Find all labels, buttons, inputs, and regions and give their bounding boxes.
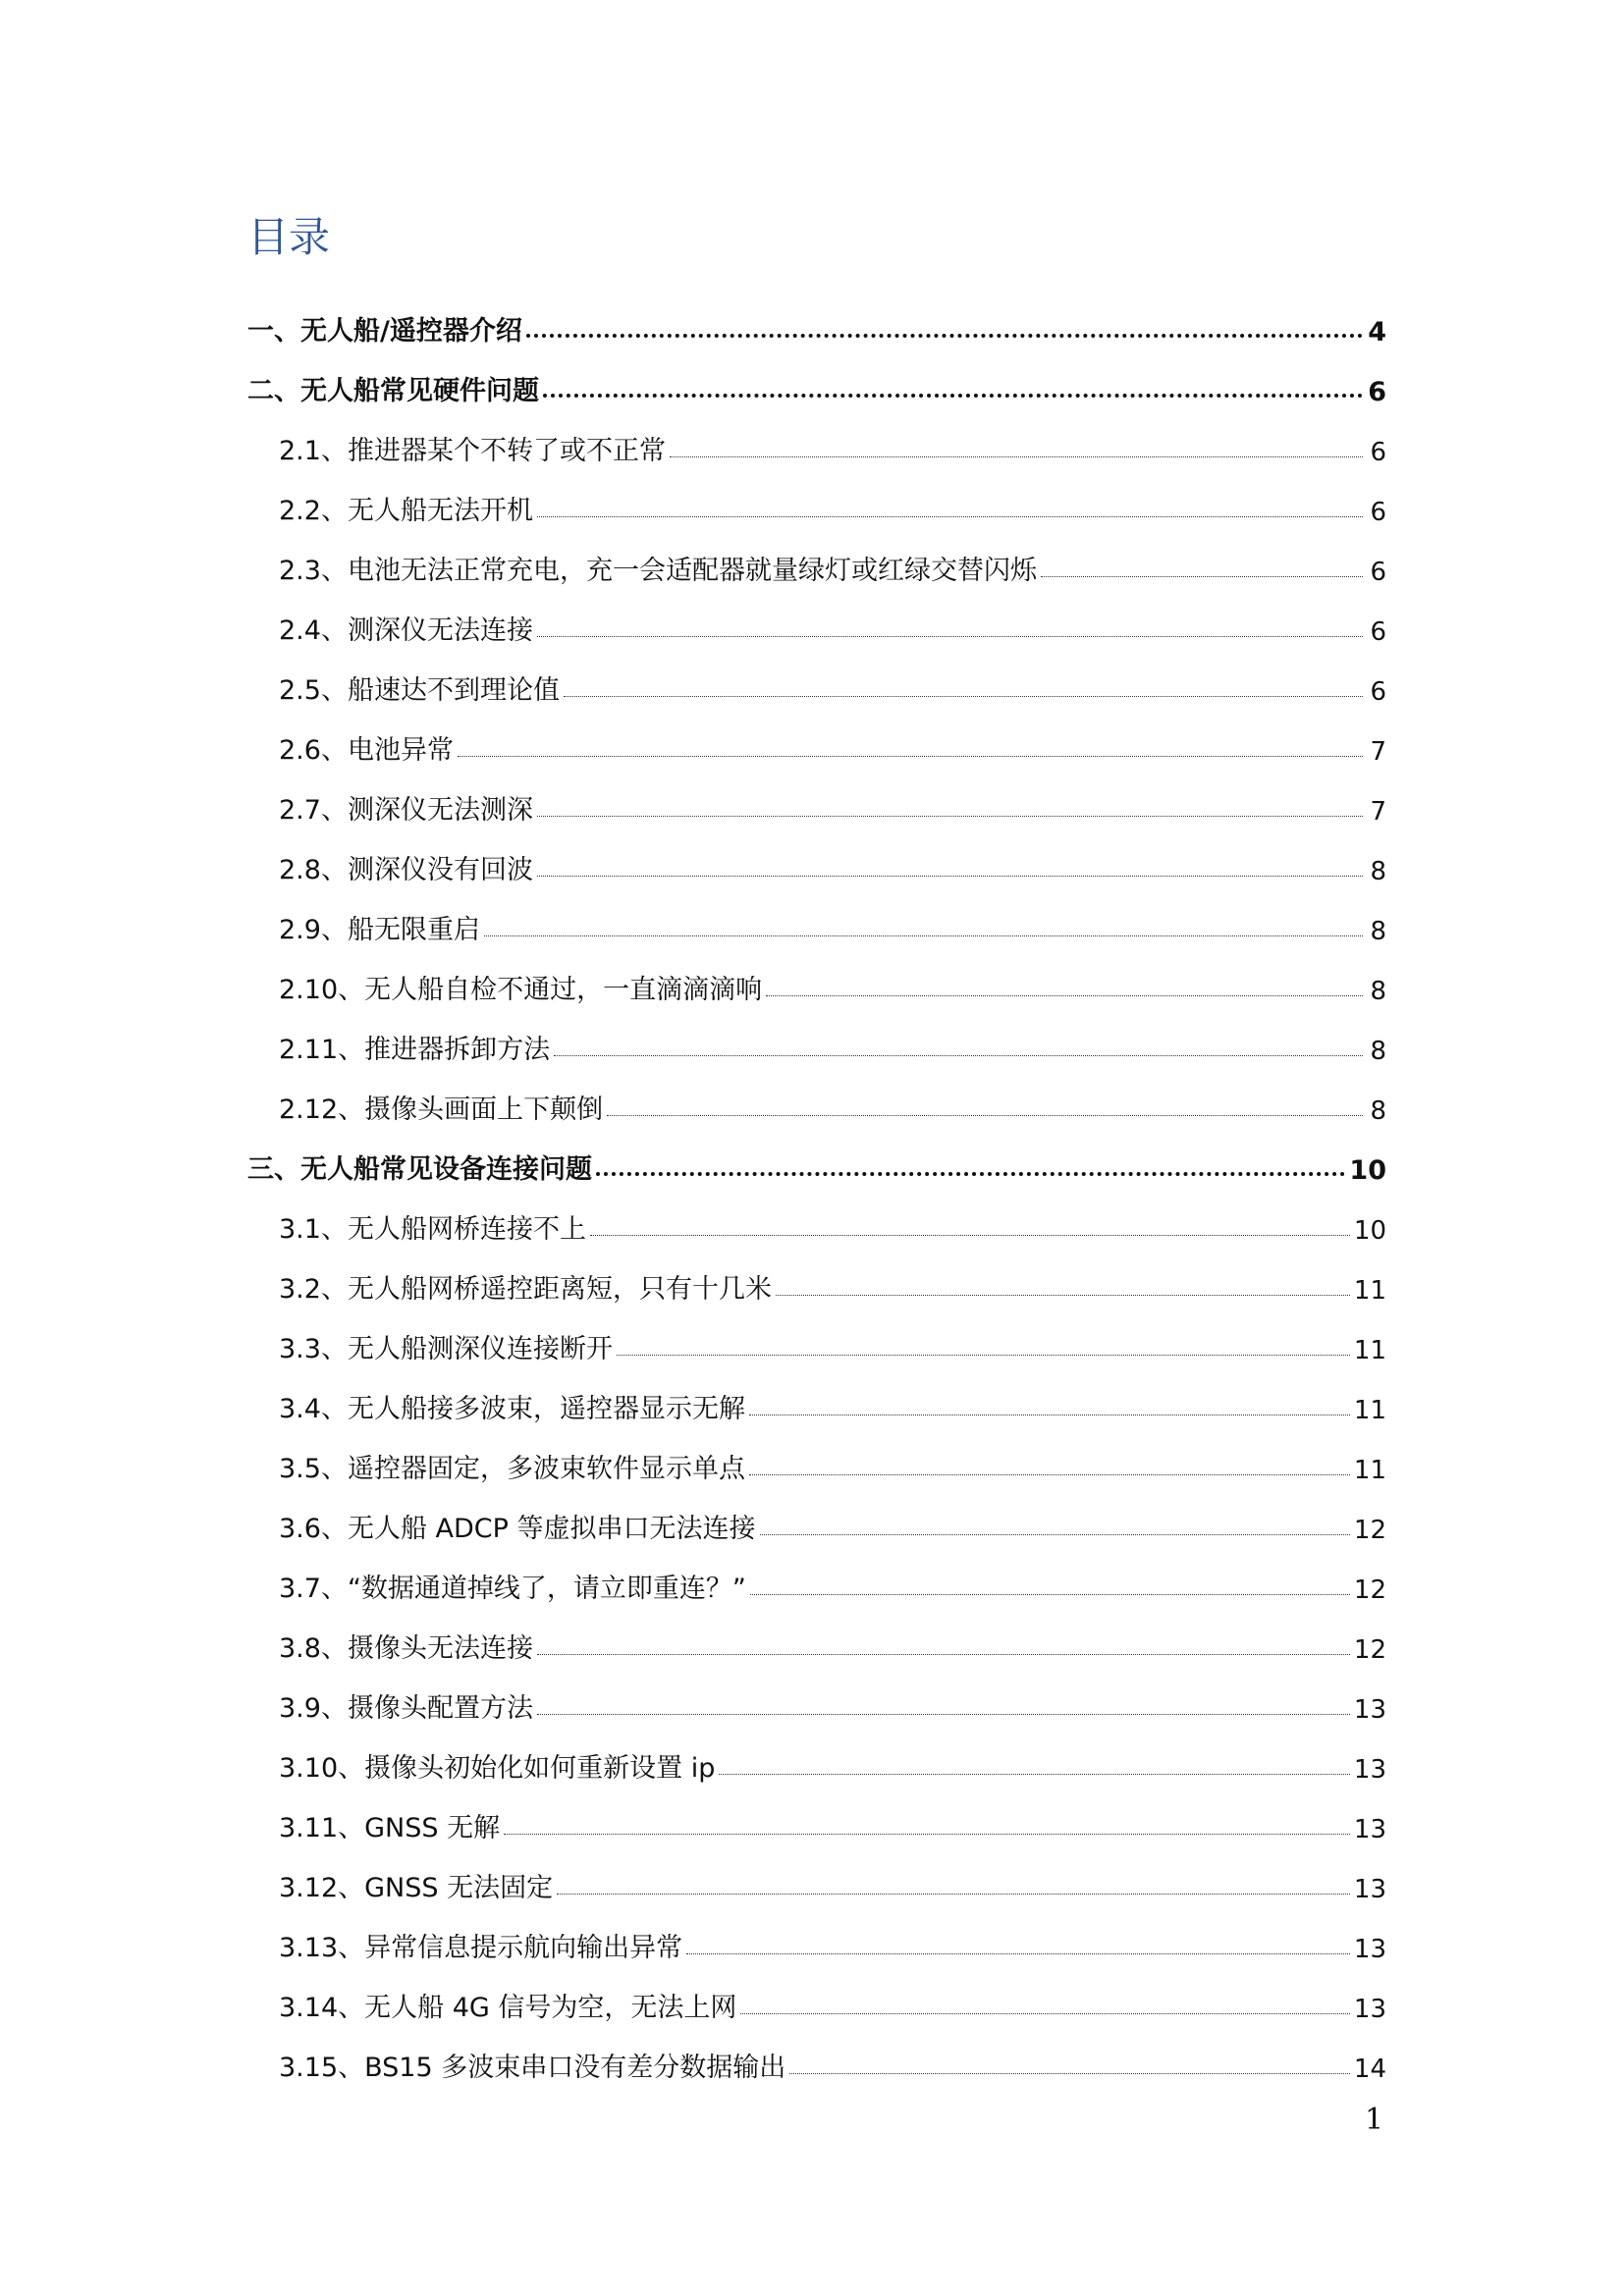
toc-dot-leader	[686, 1953, 1350, 1954]
toc-section-entry[interactable]	[247, 1066, 1386, 1126]
toc-dot-leader	[564, 696, 1363, 697]
toc-section-entry[interactable]	[247, 1485, 1386, 1545]
toc-entry-page: 12	[1353, 1575, 1386, 1605]
toc-entry-page: 6	[1370, 438, 1386, 467]
toc-entry-page: 11	[1353, 1456, 1386, 1485]
toc-entry-label: 3.1、无人船网桥连接不上	[279, 1214, 586, 1245]
toc-entry-page: 8	[1370, 977, 1386, 1006]
toc-section-entry[interactable]	[247, 827, 1386, 886]
toc-section-entry[interactable]	[247, 1006, 1386, 1066]
page-number: 1	[1365, 2103, 1384, 2137]
toc-dot-leader	[458, 756, 1363, 757]
toc-chapter-entry[interactable]	[247, 1126, 1386, 1186]
toc-dot-leader	[617, 1355, 1350, 1356]
toc-list	[247, 288, 1386, 2084]
toc-section-entry[interactable]	[247, 587, 1386, 647]
toc-dot-leader	[537, 876, 1363, 877]
toc-entry-label: 2.4、测深仪无法连接	[279, 615, 533, 646]
toc-dot-leader	[526, 334, 1363, 338]
toc-entry-label: 2.2、无人船无法开机	[279, 496, 533, 526]
toc-entry-page: 4	[1368, 317, 1386, 347]
toc-dot-leader	[537, 516, 1363, 517]
toc-dot-leader	[740, 2013, 1350, 2014]
toc-entry-page: 13	[1353, 1695, 1386, 1725]
toc-dot-leader	[749, 1474, 1350, 1475]
toc-entry-label: 2.7、测深仪无法测深	[279, 795, 533, 826]
toc-entry-label: 2.3、电池无法正常充电，充一会适配器就量绿灯或红绿交替闪烁	[279, 556, 1037, 586]
toc-entry-label: 2.5、船速达不到理论值	[279, 675, 560, 706]
toc-section-entry[interactable]	[247, 647, 1386, 707]
toc-entry-label: 3.3、无人船测深仪连接断开	[279, 1334, 613, 1364]
toc-entry-label: 三、无人船常见设备连接问题	[247, 1154, 592, 1185]
toc-section-entry[interactable]	[247, 1665, 1386, 1725]
toc-entry-page: 8	[1370, 917, 1386, 946]
toc-section-entry[interactable]	[247, 767, 1386, 827]
toc-entry-label: 3.7、“数据通道掉线了，请立即重连？”	[279, 1574, 746, 1604]
toc-entry-label: 3.12、GNSS 无法固定	[279, 1873, 554, 1903]
toc-entry-label: 3.10、摄像头初始化如何重新设置 ip	[279, 1753, 716, 1784]
toc-title: 目录	[247, 213, 331, 261]
toc-entry-label: 2.11、推进器拆卸方法	[279, 1035, 551, 1065]
toc-section-entry[interactable]	[247, 467, 1386, 527]
toc-section-entry[interactable]	[247, 886, 1386, 946]
toc-entry-page: 6	[1368, 377, 1386, 407]
toc-dot-leader	[789, 2073, 1350, 2074]
toc-entry-page: 13	[1353, 1875, 1386, 1904]
toc-entry-label: 3.13、异常信息提示航向输出异常	[279, 1933, 683, 1963]
toc-dot-leader	[484, 935, 1363, 936]
toc-section-entry[interactable]	[247, 1425, 1386, 1485]
toc-section-entry[interactable]	[247, 1246, 1386, 1306]
toc-entry-label: 3.8、摄像头无法连接	[279, 1633, 533, 1664]
toc-entry-label: 3.6、无人船 ADCP 等虚拟串口无法连接	[279, 1514, 756, 1544]
toc-entry-page: 7	[1370, 737, 1386, 767]
toc-entry-label: 3.14、无人船 4G 信号为空，无法上网	[279, 1993, 737, 2023]
toc-dot-leader	[543, 394, 1363, 398]
toc-entry-page: 8	[1370, 1037, 1386, 1066]
toc-entry-label: 一、无人船/遥控器介绍	[247, 316, 522, 347]
toc-section-entry[interactable]	[247, 407, 1386, 467]
toc-entry-label: 2.9、船无限重启	[279, 915, 480, 945]
toc-dot-leader	[719, 1774, 1350, 1775]
toc-dot-leader	[760, 1534, 1350, 1535]
toc-section-entry[interactable]	[247, 1306, 1386, 1365]
toc-section-entry[interactable]	[247, 1964, 1386, 2024]
toc-dot-leader	[537, 816, 1363, 817]
toc-dot-leader	[1041, 576, 1363, 577]
toc-entry-page: 13	[1353, 1995, 1386, 2024]
toc-entry-page: 12	[1353, 1635, 1386, 1665]
toc-section-entry[interactable]	[247, 2024, 1386, 2084]
toc-section-entry[interactable]	[247, 1844, 1386, 1904]
toc-dot-leader	[557, 1894, 1350, 1895]
toc-section-entry[interactable]	[247, 1785, 1386, 1844]
toc-entry-page: 7	[1370, 797, 1386, 827]
toc-entry-page: 10	[1349, 1155, 1386, 1186]
toc-dot-leader	[590, 1235, 1350, 1236]
toc-entry-label: 3.5、遥控器固定，多波束软件显示单点	[279, 1454, 745, 1484]
toc-dot-leader	[750, 1594, 1350, 1595]
toc-entry-label: 2.10、无人船自检不通过，一直滴滴滴响	[279, 975, 763, 1005]
toc-dot-leader	[596, 1172, 1345, 1176]
toc-entry-page: 11	[1353, 1396, 1386, 1425]
toc-entry-page: 6	[1370, 558, 1386, 587]
toc-entry-label: 2.12、摄像头画面上下颠倒	[279, 1095, 604, 1125]
toc-section-entry[interactable]	[247, 1365, 1386, 1425]
toc-dot-leader	[670, 456, 1363, 457]
toc-entry-label: 3.4、无人船接多波束，遥控器显示无解	[279, 1394, 745, 1424]
toc-entry-page: 11	[1353, 1276, 1386, 1306]
toc-entry-label: 3.15、BS15 多波束串口没有差分数据输出	[279, 2053, 786, 2083]
toc-entry-page: 13	[1353, 1815, 1386, 1844]
toc-entry-label: 3.9、摄像头配置方法	[279, 1693, 533, 1724]
toc-section-entry[interactable]	[247, 1725, 1386, 1785]
toc-section-entry[interactable]	[247, 946, 1386, 1006]
toc-entry-page: 13	[1353, 1935, 1386, 1964]
toc-section-entry[interactable]	[247, 1904, 1386, 1964]
toc-dot-leader	[537, 1654, 1350, 1655]
toc-chapter-entry[interactable]	[247, 347, 1386, 407]
toc-section-entry[interactable]	[247, 527, 1386, 587]
toc-entry-label: 2.6、电池异常	[279, 735, 454, 766]
toc-entry-page: 11	[1353, 1336, 1386, 1365]
toc-entry-page: 8	[1370, 1096, 1386, 1126]
toc-entry-page: 8	[1370, 857, 1386, 886]
toc-chapter-entry[interactable]	[247, 288, 1386, 347]
toc-entry-label: 3.11、GNSS 无解	[279, 1813, 501, 1843]
toc-dot-leader	[776, 1295, 1350, 1296]
toc-entry-page: 13	[1353, 1755, 1386, 1785]
toc-dot-leader	[607, 1115, 1363, 1116]
toc-entry-page: 6	[1370, 677, 1386, 707]
toc-dot-leader	[537, 1714, 1350, 1715]
toc-entry-page: 12	[1353, 1516, 1386, 1545]
toc-entry-label: 3.2、无人船网桥遥控距离短，只有十几米	[279, 1274, 772, 1305]
toc-dot-leader	[554, 1055, 1363, 1056]
toc-entry-label: 2.8、测深仪没有回波	[279, 855, 533, 885]
toc-entry-label: 2.1、推进器某个不转了或不正常	[279, 436, 666, 466]
toc-dot-leader	[504, 1834, 1350, 1835]
toc-entry-page: 10	[1353, 1216, 1386, 1246]
toc-section-entry[interactable]	[247, 707, 1386, 767]
toc-entry-page: 6	[1370, 617, 1386, 647]
toc-entry-page: 14	[1353, 2055, 1386, 2084]
toc-section-entry[interactable]	[247, 1605, 1386, 1665]
toc-section-entry[interactable]	[247, 1545, 1386, 1605]
toc-dot-leader	[766, 995, 1363, 996]
toc-entry-label: 二、无人船常见硬件问题	[247, 376, 539, 406]
toc-section-entry[interactable]	[247, 1186, 1386, 1246]
toc-dot-leader	[537, 636, 1363, 637]
toc-entry-page: 6	[1370, 498, 1386, 527]
